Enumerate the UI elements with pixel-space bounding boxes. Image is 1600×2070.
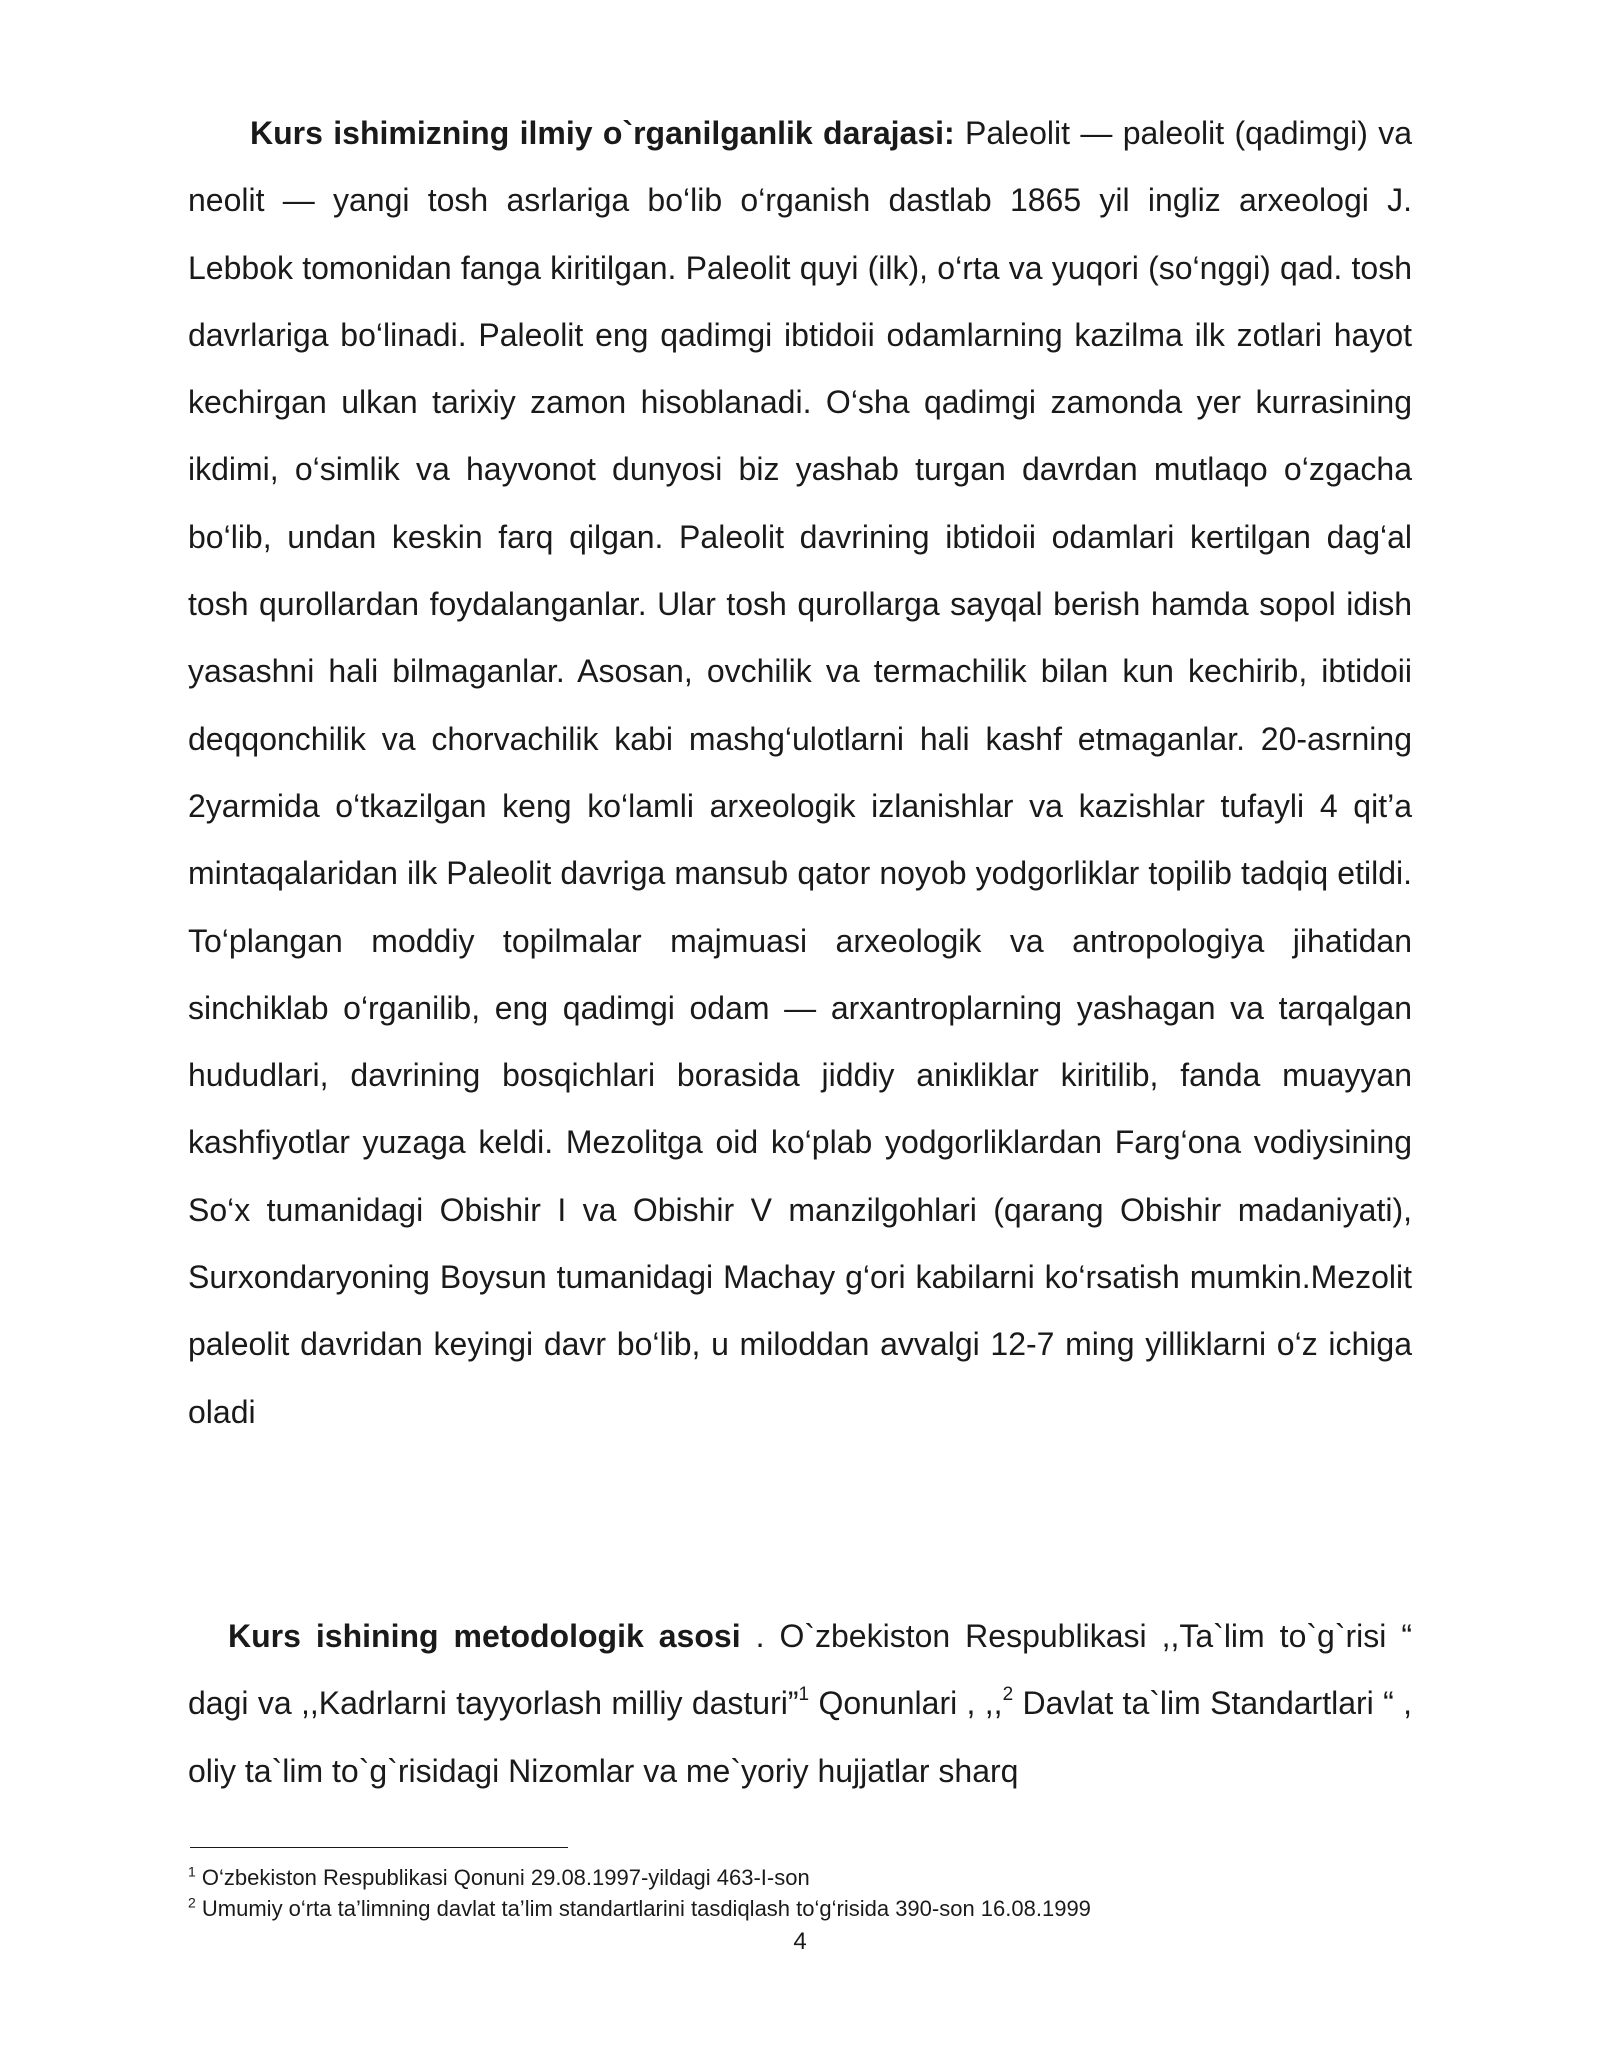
paragraph-methodology-text-a: . O`zbekiston Respublikasi ,,Ta`lim to`g`risi “ dagi va ,,Kadrlarni tayyorlash milliy dasturi” — [188, 1618, 1412, 1722]
paragraph-methodology-text-c: Davlat ta`lim Standartlari “ , oliy ta`lim to`g`risidagi Nizomlar va me`yoriy hujjatlar sharq — [188, 1685, 1413, 1789]
footnote-text-2: Umumiy o‘rta ta’limning davlat ta’lim standartlarini tasdiqlash to‘g‘risida 390-son 16.08.1999 — [195, 1896, 1091, 1921]
footnote-text-1: O‘zbekiston Respublikasi Qonuni 29.08.1997-yildagi 463-I-son — [195, 1865, 810, 1890]
footnote-mark-2: 2 — [188, 1894, 196, 1911]
footnote-separator — [190, 1847, 568, 1848]
footnote-1 — [188, 1862, 1412, 1893]
paragraph-research-level — [188, 100, 1412, 1446]
paragraph-research-level-text: Paleolit — paleolit (qadimgi) va neolit — yangi tosh asrlariga bo‘lib o‘rganish dastlab 1865 yil ingliz arxeologi J. Lebbok tomonidan fanga kiritilgan. Paleolit quyi (ilk), o‘rta va yuqori (so‘nggi) qad. tosh davrlariga bo‘linadi. Paleolit eng qadimgi ibtidoii odamlarning kazilma ilk zotlari hayot kechirgan ulkan tarixiy zamon hisoblanadi. O‘sha qadimgi zamonda yer kurrasining ikdimi, o‘simlik va hayvonot dunyosi biz yashab turgan davrdan mutlaqo o‘zgacha bo‘lib, undan keskin farq qilgan. Paleolit davrining ibtidoii odamlari kertilgan dag‘al tosh qurollardan foydalanganlar. Ular tosh qurollarga sayqal berish hamda sopol idish yasashni hali bilmaganlar. Asosan, ovchilik va termachilik bilan kun kechirib, ibtidoii deqqonchilik va chorvachilik kabi mashg‘ulotlarni hali kashf etmaganlar. 20-asrning 2yarmida o‘tkazilgan keng ko‘lamli arxeologik izlanishlar va kazishlar tufayli 4 qit’a mintaqalaridan ilk Paleolit davriga mansub qator noyob yodgorliklar topilib tadqiq etildi. To‘plangan moddiy topilmalar majmuasi arxeologik va antropologiya jihatidan sinchiklab o‘rganilib, eng qadimgi odam — arxantroplarning yashagan va tarqalgan hududlari, davrining bosqichlari borasida jiddiy aniкliklar kiritilib, fanda muayyan kashfiyotlar yuzaga keldi. Mezolitga oid ko‘plab yodgorliklardan Farg‘ona vodiysining So‘x tumanidagi Obishir I va Obishir V manzilgohlari (qarang Obishir madaniyati), Surxondaryoning Boysun tumanidagi Machay g‘ori kabilarni ko‘rsatish mumkin.Mezolit paleolit davridan keyingi davr bo‘lib, u miloddan avvalgi 12-7 ming yilliklarni o‘z ichiga oladi — [188, 115, 1413, 1430]
paragraph-methodology — [188, 1603, 1412, 1805]
footnote-2 — [188, 1893, 1412, 1924]
footnotes — [188, 1862, 1412, 1924]
footnote-ref-2[interactable]: 2 — [1002, 1684, 1014, 1706]
section-heading-research-level: Kurs ishimizning ilmiy o`rganilganlik darajasi: — [250, 115, 955, 151]
paragraph-methodology-text-b: Qonunlari , ,, — [809, 1685, 1003, 1722]
footnote-mark-1: 1 — [188, 1863, 196, 1880]
page-number: 4 — [793, 1928, 807, 1955]
footnote-ref-1[interactable]: 1 — [798, 1684, 810, 1706]
section-heading-methodology: Kurs ishining metodologik asosi — [228, 1618, 741, 1654]
